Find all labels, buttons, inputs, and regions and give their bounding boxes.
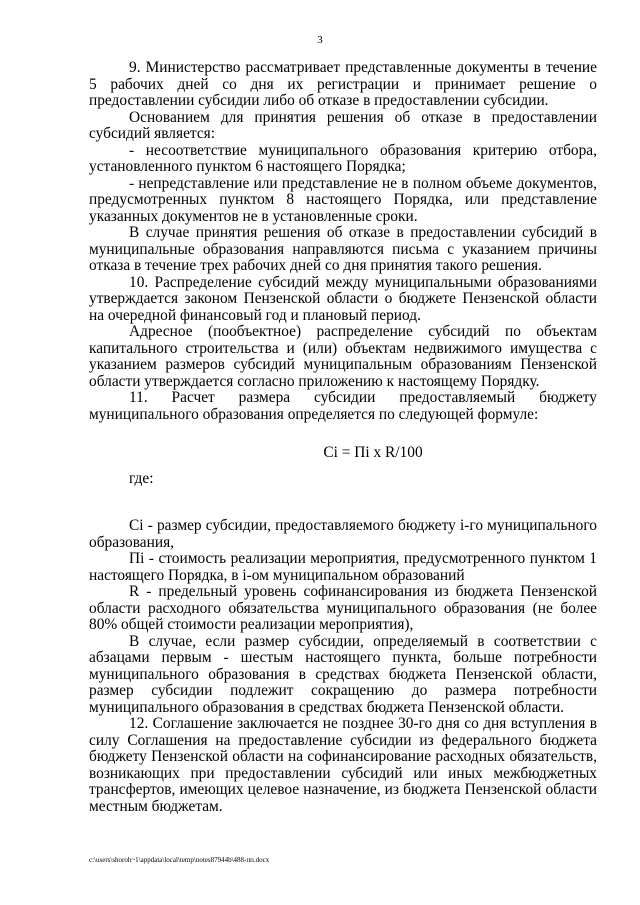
page-number: 3 bbox=[317, 34, 323, 46]
paragraph: В случае, если размер субсидии, определяемый в соответствии с абзацами первым - шестым настоящего пункта, больше потребности муниципального образования в средствах бюджета Пензенской области, размер субсидии подлежит сокращению до размера потребности муниципального образования в средствах бюджета Пензенской области. bbox=[89, 632, 597, 716]
paragraph: 10. Распределение субсидий между муниципальными образованиями утверждается законом Пензенской области о бюджете Пензенской области на очередной финансовый год и плановый период. bbox=[89, 273, 597, 324]
paragraph: - несоответствие муниципального образования критерию отбора, установленного пунктом 6 настоящего Порядка; bbox=[89, 141, 597, 175]
file-path-footer: c:\users\shoroh~1\appdata\local\temp\notes87944b\488-пп.docx bbox=[89, 856, 270, 864]
paragraph: R - предельный уровень софинансирования из бюджета Пензенской области расходного обязательства муниципального образования (не более 80% общей стоимости реализации мероприятия), bbox=[89, 583, 597, 633]
paragraph: 12. Соглашение заключается не позднее 30-го дня со дня вступления в силу Соглашения на предоставление субсидии из федерального бюджета бюджету Пензенской области на софинансирование расходных обязательств, возникающих при предоставлении субсидий или иных межбюджетных трансфертов, имеющих целевое назначение, из бюджета Пензенской области местным бюджетам. bbox=[89, 715, 597, 815]
paragraph: 11. Расчет размера субсидии предоставляемый бюджету муниципального образования определяется по следующей формуле: bbox=[89, 389, 597, 423]
document-body bbox=[89, 60, 597, 815]
formula: Ci = Пi x R/100 bbox=[323, 444, 423, 461]
paragraph: Пi - стоимость реализации мероприятия, предусмотренного пунктом 1 настоящего Порядка, в i-ом муниципальном образований bbox=[89, 550, 597, 584]
paragraph: Ci - размер субсидии, предоставляемого бюджету i-го муниципального образования, bbox=[89, 517, 597, 551]
paragraph: В случае принятия решения об отказе в предоставлении субсидий в муниципальные образования направляются письма с указанием причины отказа в течение трех рабочих дней со дня принятия такого решения. bbox=[89, 224, 597, 274]
paragraph: - непредставление или представление не в полном объеме документов, предусмотренных пунктом 8 настоящего Порядка, или представление указанных документов не в установленные сроки. bbox=[89, 174, 597, 225]
paragraph: 9. Министерство рассматривает представленные документы в течение 5 рабочих дней со дня их регистрации и принимает решение о предоставлении субсидии либо об отказе в предоставлении субсидии. bbox=[89, 59, 597, 109]
where-label: где: bbox=[129, 469, 154, 487]
paragraph: Адресное (пообъектное) распределение субсидий по объектам капитального строительства и (или) объектам недвижимого имущества с указанием размеров субсидий муниципальным образованиям Пензенской области утверждается согласно приложению к настоящему Порядку. bbox=[89, 323, 597, 390]
paragraph: Основанием для принятия решения об отказе в предоставлении субсидий является: bbox=[89, 108, 597, 142]
